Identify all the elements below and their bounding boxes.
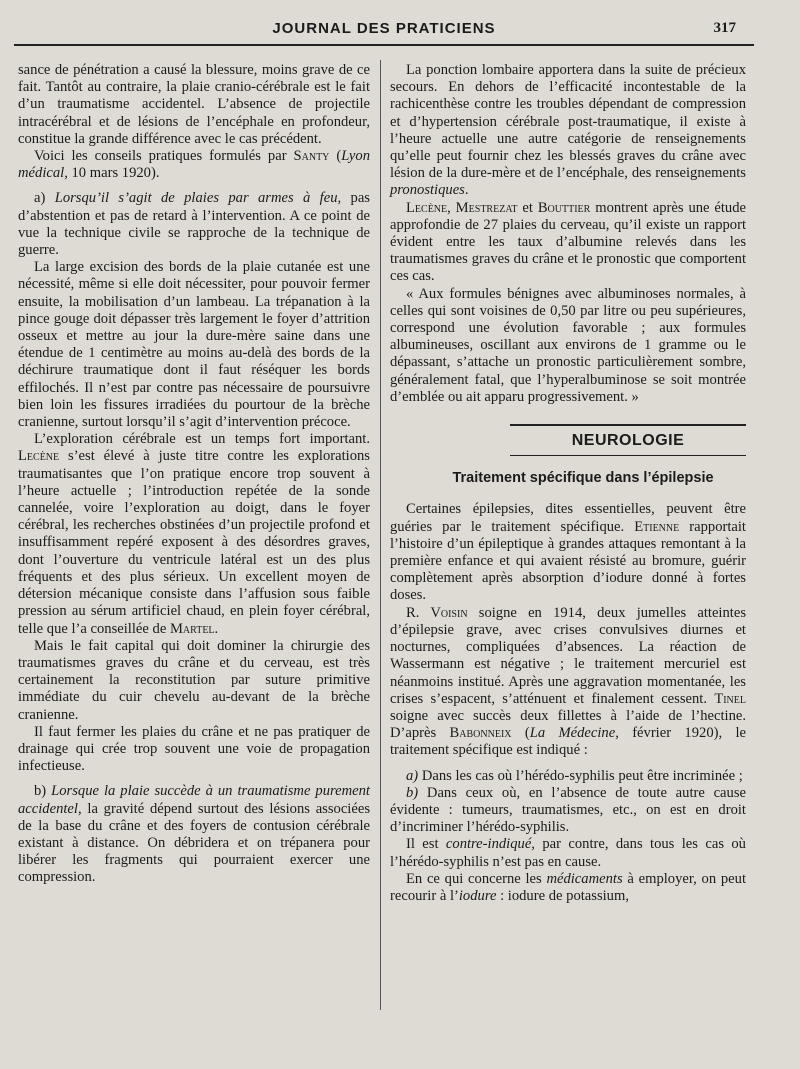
paragraph: Lecène, Mestrezat et Bouttier montrent après une étude approfondie de 27 plaies du cerveau, qu’il existe un rapport évident entre les taux d’albumine relevés dans les traumatismes graves du crâne et le pronostic que comportent ces cas. [390, 199, 746, 285]
list-item: b) Dans ceux où, en l’absence de toute autre cause évidente : tumeurs, traumatismes, etc., on est en droit d’incriminer l’hérédo-syphilis. [390, 784, 746, 836]
author-name: R. Voisin [406, 604, 468, 621]
journal-reference: Lyon médical, [18, 148, 370, 182]
paragraph: La large excision des bords de la plaie cutanée est une nécessité, même si elle doit nécessiter, pour pouvoir fermer ensuite, la mobilisation d’un lambeau. La trépanation à la pince gouge doit dépasser très largement le foyer d’attrition osseux et mettre au jour la dure-mère saine dans une étendue de 1 centimètre au moins au-delà des bords de la déchirure traumatique dont il faut réséquer les bords effilochés. Il n’est par contre pas nécessaire de poursuivre bien loin les fissures irradiées du pourtour de la brèche cranienne, surtout lorsqu’il s’agit d’intervention précoce. [18, 259, 370, 431]
article-title: Traitement spécifique dans l’épilepsie [452, 470, 714, 487]
author-name: Bouttier [537, 199, 591, 216]
paragraph: R. Voisin soigne en 1914, deux jumelles atteintes d’épilepsie grave, avec crises convulsives diurnes et nocturnes, compliquées d’absences. La réaction de Wassermann est négative ; le traitement mercuriel est néanmoins institué. Après une aggravation momentanée, les crises s’espacent, s’atténuent et finalement cessent. Tinel soigne avec succès deux fillettes à l’aide de l’hectine. D’après Babonneix (La Médecine, février 1920), le traitement spécifique est indiqué : [390, 604, 746, 759]
subheading: Lorsque la plaie succède à un traumatisme purement accidentel, [18, 783, 370, 817]
section-rule [510, 424, 746, 426]
journal-title: JOURNAL DES PRATICIENS [272, 20, 496, 37]
paragraph: Certaines épilepsies, dites essentielles, peuvent être guéries par le traitement spécifique. Etienne rapportait l’histoire d’un épileptique à grandes attaques remontant à la première enfance et qui avaient résisté au bromure, guérir complètement après absorption d’iodure donné à fortes doses. [390, 501, 746, 604]
section-rule [510, 455, 746, 456]
author-name: Babonneix [449, 725, 512, 742]
right-column [390, 62, 746, 905]
quotation: « Aux formules bénignes avec albuminoses normales, à celles qui sont voisines de 0,50 par litre ou peu supérieures, correspond une évolution favorable ; aux formules albumineuses, oscillant aux environs de 1 gramme ou le dépassant, s’attache un pronostic particulièrement sombre, généralement fatal, que l’hyperalbuminose se soit montrée d’emblée ou ait apparu progressivement. » [390, 285, 746, 405]
paragraph: En ce qui concerne les médicaments à employer, on peut recourir à l’iodure : iodure de potassium, [390, 870, 747, 904]
paragraph: b) Lorsque la plaie succède à un traumatisme purement accidentel, la gravité dépend surtout des lésions associées de la base du crâne et des foyers de contusion cérébrale existant à distance. On débridera et on trépanera pour libérer les fragments qui pourraient exercer une compression. [18, 783, 370, 886]
author-name: Etienne [634, 518, 680, 535]
left-column [18, 62, 370, 887]
author-name: Tinel [714, 690, 746, 707]
paragraph: Voici les conseils pratiques formulés par Santy (Lyon médical, 10 mars 1920). [18, 148, 370, 182]
author-name: Lecène [18, 448, 60, 465]
page-number: 317 [713, 20, 736, 36]
paragraph: L’exploration cérébrale est un temps fort important. Lecène s’est élevé à juste titre contre les explorations traumatisantes que l’on pratique encore trop souvent à l’heure actuelle ; l’introduction repétée de la sonde cannelée, voire l’exploration au doigt, dans le foyer cérébral, les recherches obstinées d’un projectile profond et insuffisamment repéré exposent à des désordres graves, dont l’ouverture du ventricule latéral est un des plus fréquents et des plus sérieux. Un excellent moyen de détersion mécanique consiste dans l’affusion sous faible pression au sérum artificiel chaud, en plein foyer cérébral, telle que l’a conseillée de Martel. [18, 431, 370, 637]
page-header [14, 12, 754, 46]
paragraph: Il est contre-indiqué, par contre, dans tous les cas où l’hérédo-syphilis n’est pas en cause. [390, 836, 746, 870]
paragraph: Mais le fait capital qui doit dominer la chirurgie des traumatismes graves du crâne et du cerveau, est très certainement la reconstitution par suture primitive immédiate du cuir chevelu au-devant de la brèche cranienne. [18, 637, 370, 723]
paragraph: La ponction lombaire apportera dans la suite de précieux secours. En dehors de l’efficacité incontestable de la rachicenthèse contre les troubles dépendant de compression et d’hypertension cérébrale post-traumatique, il existe à l’heure actuelle une autre catégorie de renseignements qu’elle peut fournir chez les blessés graves du crâne avec lésion de la dure-mère et de l’encéphale, des renseignements pronostiques. [390, 62, 746, 199]
journal-reference: La Médecine, [529, 725, 619, 742]
paragraph: sance de pénétration a causé la blessure, moins grave de ce fait. Tantôt au contraire, la plaie cranio-cérébrale est le fait d’un traumatisme accidentel. L’absence de projectile intracérébral et de lésions de l’encéphale en profondeur, constitue la grande différence avec le cas précédent. [18, 62, 370, 147]
subheading: Lorsqu’il s’agit de plaies par armes à feu, [54, 190, 342, 207]
list-item: a) Dans les cas où l’hérédo-syphilis peut être incriminée ; [406, 767, 743, 784]
author-name: Mestrezat [455, 199, 518, 216]
paragraph: Il faut fermer les plaies du crâne et ne pas pratiquer de drainage qui crée trop souvent une voie de propagation infectieuse. [18, 723, 370, 775]
author-name: Martel [169, 620, 215, 637]
column-divider [380, 60, 381, 1010]
author-name: Lecène [406, 199, 448, 216]
paragraph: a) Lorsqu’il s’agit de plaies par armes à feu, pas d’abstention et pas de retard à l’intervention. A ce point de vue la technique civile se rapproche de la technique de guerre. [18, 190, 370, 259]
author-name: Santy [293, 148, 330, 165]
section-heading: NEUROLOGIE [571, 432, 685, 450]
